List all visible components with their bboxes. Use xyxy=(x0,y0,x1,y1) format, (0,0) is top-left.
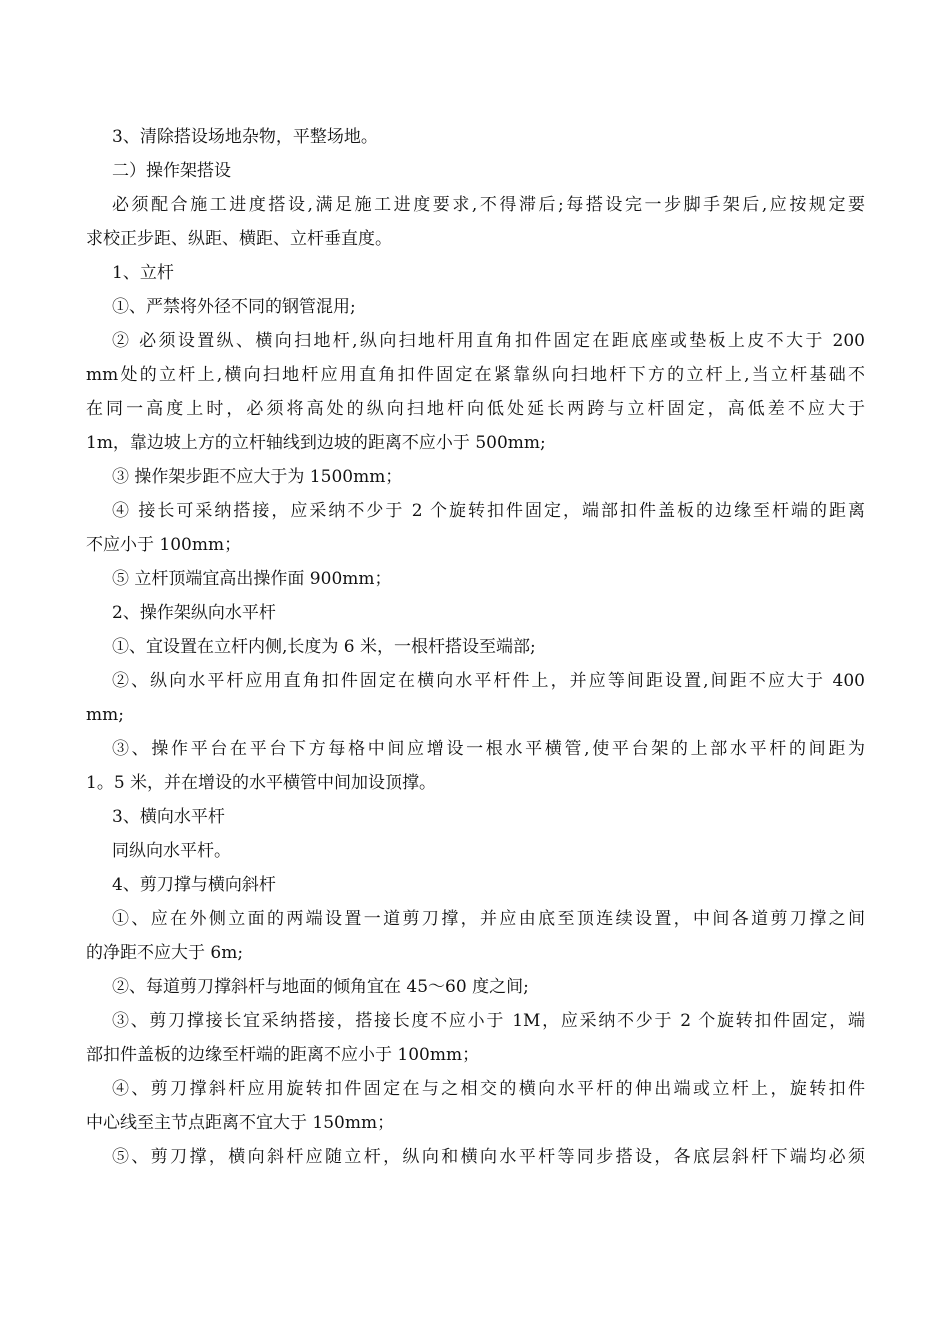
text-line: ②、每道剪刀撑斜杆与地面的倾角宜在 45～60 度之间; xyxy=(112,977,529,997)
text-line: ⑤、剪刀撑，横向斜杆应随立杆，纵向和横向水平杆等同步搭设，各底层斜杆下端均必须 xyxy=(112,1147,865,1167)
text-line: ③ 操作架步距不应大于为 1500mm； xyxy=(112,467,403,487)
text-line: ⑤ 立杆顶端宜高出操作面 900mm； xyxy=(112,569,392,589)
text-line: ①、应在外侧立面的两端设置一道剪刀撑，并应由底至顶连续设置，中间各道剪刀撑之间 xyxy=(112,909,865,929)
text-line: mm处的立杆上,横向扫地杆应用直角扣件固定在紧靠纵向扫地杆下方的立杆上,当立杆基础不 xyxy=(86,365,865,385)
text-line: ②、纵向水平杆应用直角扣件固定在横向水平杆件上，并应等间距设置,间距不应大于 400 xyxy=(112,671,865,691)
text-line: 求校正步距、纵距、横距、立杆垂直度。 xyxy=(86,229,392,249)
text-line: 部扣件盖板的边缘至杆端的距离不应小于 100mm； xyxy=(86,1045,480,1065)
text-line: ③、操作平台在平台下方每格中间应增设一根水平横管,使平台架的上部水平杆的间距为 xyxy=(112,739,865,759)
text-line: 的净距不应大于 6m; xyxy=(86,943,244,963)
text-line: ② 必须设置纵、横向扫地杆,纵向扫地杆用直角扣件固定在距底座或垫板上皮不大于 200 xyxy=(112,331,865,351)
text-line: mm; xyxy=(86,705,124,725)
text-line: ①、宜设置在立杆内侧,长度为 6 米，一根杆搭设至端部; xyxy=(112,637,536,657)
subsection-heading: 4、剪刀撑与横向斜杆 xyxy=(112,875,276,895)
text-line: 在同一高度上时，必须将高处的纵向扫地杆向低处延长两跨与立杆固定，高低差不应大于 xyxy=(86,399,865,419)
subsection-heading: 2、操作架纵向水平杆 xyxy=(112,603,276,623)
text-line: 3、清除搭设场地杂物，平整场地。 xyxy=(112,127,378,147)
text-line: ①、严禁将外径不同的钢管混用; xyxy=(112,297,356,317)
document-body xyxy=(86,120,865,1174)
text-line: 不应小于 100mm； xyxy=(86,535,242,555)
text-line: ④、剪刀撑斜杆应用旋转扣件固定在与之相交的横向水平杆的伸出端或立杆上，旋转扣件 xyxy=(112,1079,865,1099)
text-line: 同纵向水平杆。 xyxy=(112,841,231,861)
text-line: 必须配合施工进度搭设,满足施工进度要求,不得滞后;每搭设完一步脚手架后,应按规定要 xyxy=(112,195,865,215)
subsection-heading: 1、立杆 xyxy=(112,263,174,283)
text-line: ③、剪刀撑接长宜采纳搭接，搭接长度不应小于 1M，应采纳不少于 2 个旋转扣件固定，端 xyxy=(112,1011,865,1031)
subsection-heading: 3、横向水平杆 xyxy=(112,807,225,827)
text-line: 1。5 米，并在增设的水平横管中间加设顶撑。 xyxy=(86,773,437,793)
text-line: 中心线至主节点距离不宜大于 150mm； xyxy=(86,1113,395,1133)
text-line: 1m，靠边坡上方的立杆轴线到边坡的距离不应小于 500mm; xyxy=(86,433,546,453)
section-heading: 二）操作架搭设 xyxy=(112,161,231,181)
text-line: ④ 接长可采纳搭接，应采纳不少于 2 个旋转扣件固定，端部扣件盖板的边缘至杆端的距离 xyxy=(112,501,865,521)
